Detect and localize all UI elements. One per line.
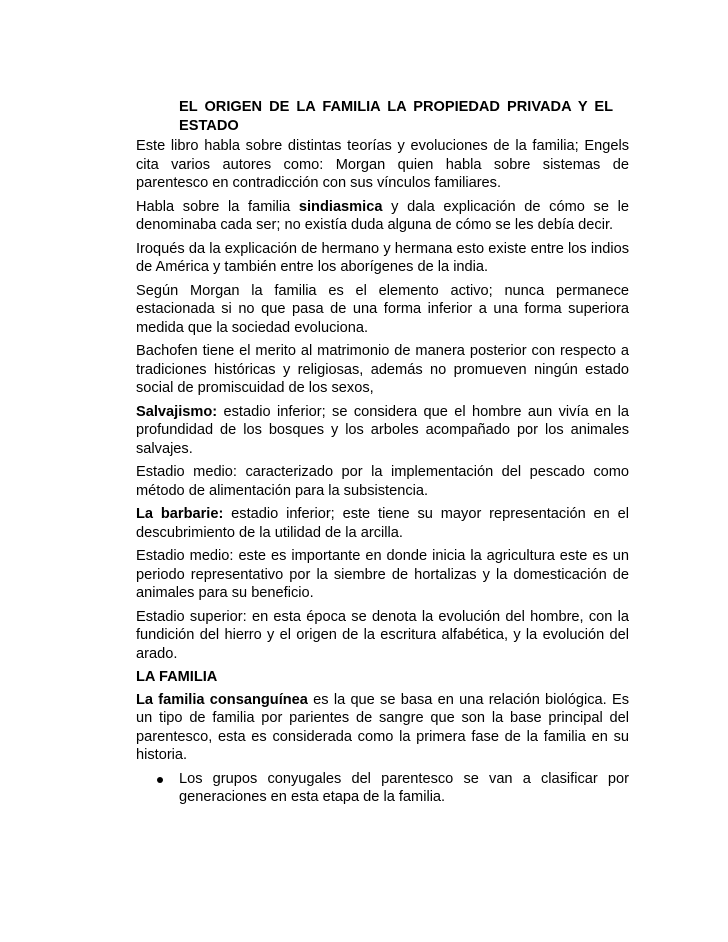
document-title-line-1: EL ORIGEN DE LA FAMILIA LA PROPIEDAD PRIVADA Y EL bbox=[179, 99, 614, 115]
paragraph-iroques: Iroqués da la explicación de hermano y hermana esto existe entre los indios de América y también entre los aborígenes de la india. bbox=[136, 240, 629, 275]
paragraph-familia-consanguinea bbox=[136, 691, 629, 765]
list-item bbox=[179, 770, 629, 807]
document-title bbox=[136, 98, 629, 135]
paragraph-familia-consanguinea-text: es la que se basa en una relación biológica. Es un tipo de familia por parientes de sangre que son la base principal del parentesco, esta es considerada como la primera fase de la familia en su historia. bbox=[136, 691, 630, 763]
document-title-line-2: ESTADO bbox=[179, 117, 239, 134]
document-page bbox=[136, 98, 629, 807]
paragraph-salvajismo-text: estadio inferior; se considera que el hombre aun vivía en la profundidad de los bosques y los arboles acompañado por los animales salvajes. bbox=[136, 403, 629, 457]
paragraph-sindiasmica-text-a: Habla sobre la familia bbox=[136, 198, 299, 215]
term-sindiasmica: sindiasmica bbox=[298, 198, 383, 215]
paragraph-intro: Este libro habla sobre distintas teorías y evoluciones de la familia; Engels cita varios autores como: Morgan quien habla sobre sistemas de parentesco en contradicción con sus vínculos familiares. bbox=[136, 138, 629, 191]
paragraph-morgan: Según Morgan la familia es el elemento activo; nunca permanece estacionada si no que pasa de una forma inferior a una forma superiora medida que la sociedad evoluciona. bbox=[136, 282, 629, 336]
bullet-icon bbox=[157, 777, 163, 783]
term-salvajismo: Salvajismo: bbox=[136, 403, 218, 420]
paragraph-salvajismo bbox=[136, 403, 629, 459]
section-heading-la-familia: LA FAMILIA bbox=[136, 669, 218, 685]
term-barbarie: La barbarie: bbox=[136, 506, 224, 522]
paragraph-estadio-medio-salvajismo: Estadio medio: caracterizado por la implementación del pescado como método de alimentación para la subsistencia. bbox=[136, 464, 629, 499]
paragraph-barbarie-text: estadio inferior; este tiene su mayor representación en el descubrimiento de la utilidad de la arcilla. bbox=[136, 506, 629, 541]
list-item-text: Los grupos conyugales del parentesco se van a clasificar por generaciones en esta etapa de la familia. bbox=[179, 770, 629, 805]
paragraph-sindiasmica bbox=[136, 198, 629, 235]
paragraph-barbarie bbox=[136, 505, 629, 542]
term-familia-consanguinea: La familia consanguínea bbox=[136, 691, 308, 708]
paragraph-estadio-medio-barbarie: Estadio medio: este es importante en donde inicia la agricultura este es un periodo representativo por la siembre de hortalizas y la domesticación de animales para su beneficio. bbox=[136, 548, 629, 601]
paragraph-estadio-superior: Estadio superior: en esta época se denota la evolución del hombre, con la fundición del hierro y el origen de la escritura alfabética, y la evolución del arado. bbox=[136, 608, 629, 662]
bullet-list bbox=[136, 770, 629, 807]
paragraph-sindiasmica-text-b: y dala explicación de cómo se le denominaba cada ser; no existía duda alguna de cómo se les debía decir. bbox=[136, 198, 629, 233]
paragraph-bachofen: Bachofen tiene el merito al matrimonio de manera posterior con respecto a tradiciones históricas y religiosas, además no promueven ningún estado social de promiscuidad de los sexos, bbox=[136, 343, 629, 396]
